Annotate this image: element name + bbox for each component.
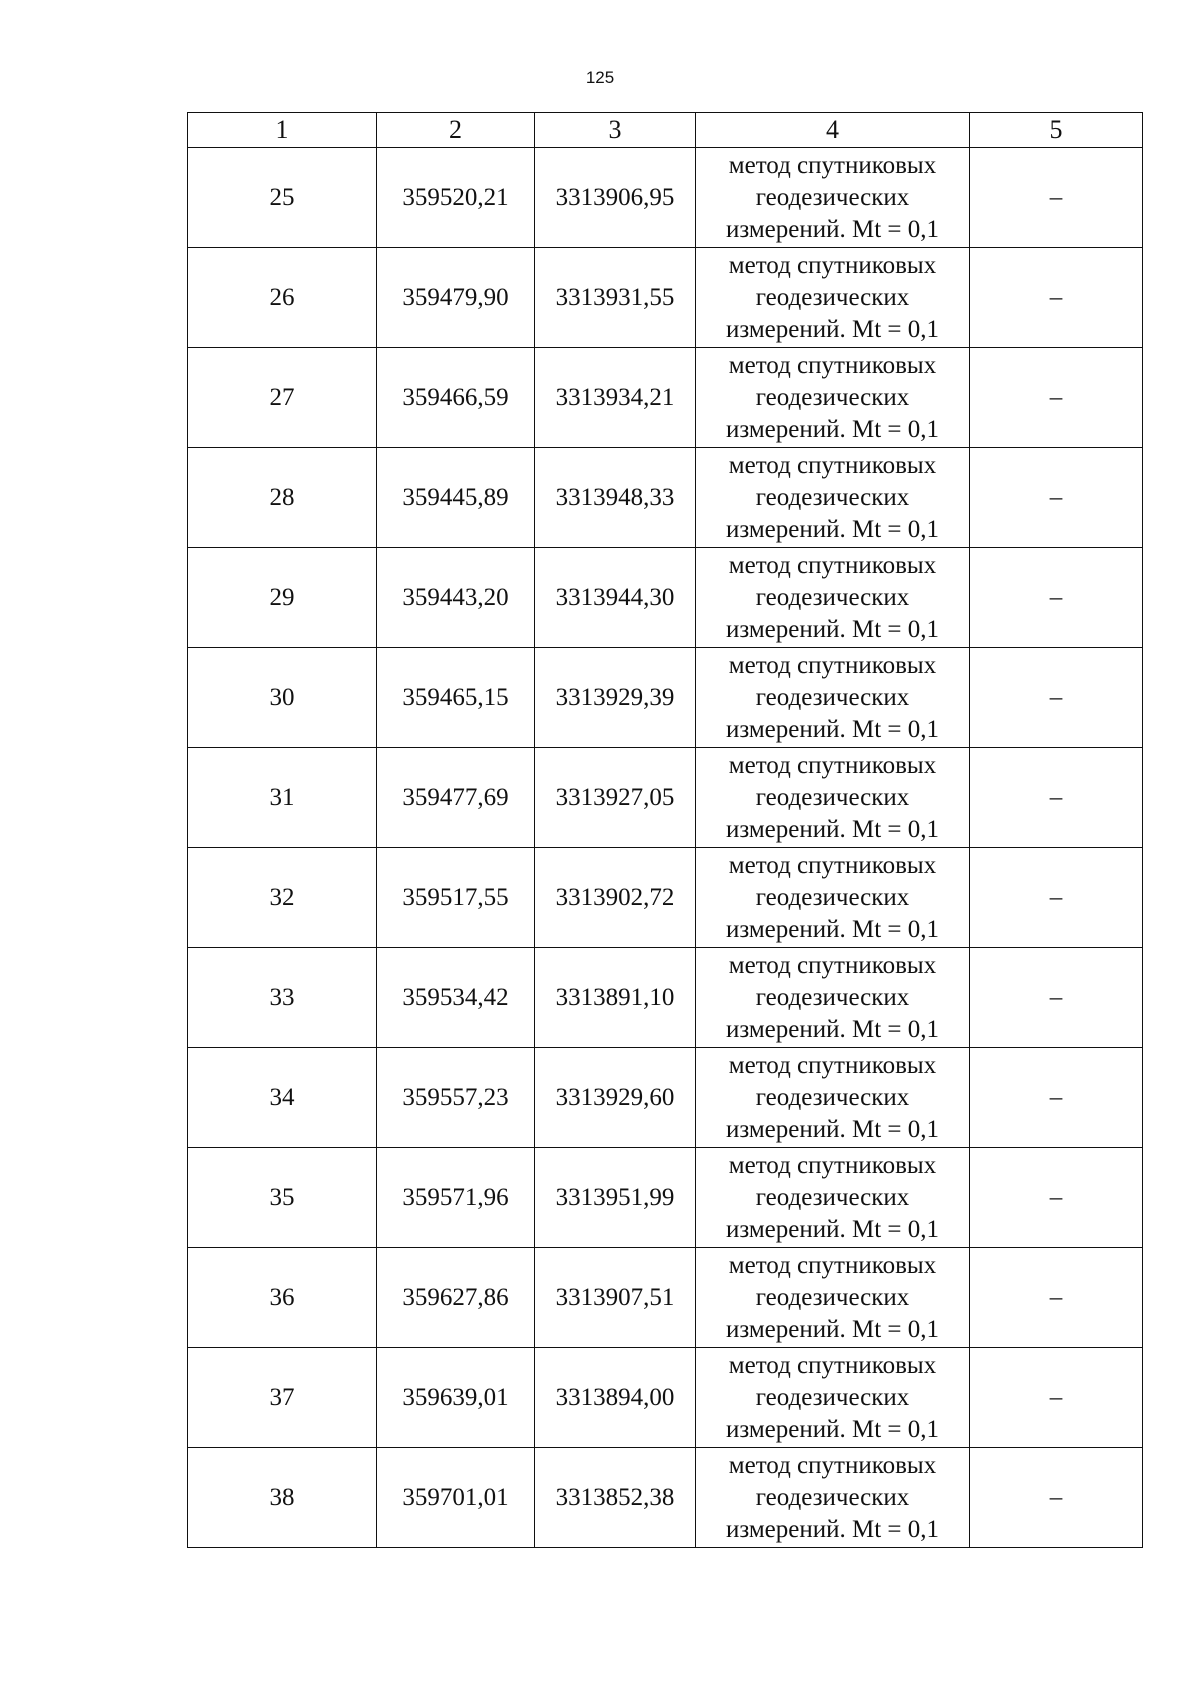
point-number-cell: 35 (188, 1148, 377, 1248)
method-cell (696, 448, 970, 548)
table-row (188, 348, 1143, 448)
method-line: измерений. Mt = 0,1 (725, 915, 940, 943)
point-number-cell: 30 (188, 648, 377, 748)
point-number-cell: 33 (188, 948, 377, 1048)
table-row (188, 1448, 1143, 1548)
method-line: геодезических (755, 683, 910, 711)
note-cell: – (970, 1348, 1143, 1448)
method-line: измерений. Mt = 0,1 (725, 715, 940, 743)
y-coordinate-cell: 3313944,30 (535, 548, 696, 648)
x-coordinate-cell: 359466,59 (377, 348, 535, 448)
table-row (188, 748, 1143, 848)
note-cell: – (970, 548, 1143, 648)
page-number: 125 (585, 68, 615, 87)
header-row (188, 113, 1143, 148)
table-row (188, 1048, 1143, 1148)
note-cell: – (970, 448, 1143, 548)
method-line: метод спутниковых (728, 1451, 937, 1479)
table-row (188, 1248, 1143, 1348)
note-cell: – (970, 1248, 1143, 1348)
method-line: метод спутниковых (728, 1051, 937, 1079)
x-coordinate-cell: 359477,69 (377, 748, 535, 848)
x-coordinate-cell: 359557,23 (377, 1048, 535, 1148)
method-line: метод спутниковых (728, 1151, 937, 1179)
note-cell: – (970, 248, 1143, 348)
table-row (188, 1348, 1143, 1448)
note-cell: – (970, 848, 1143, 948)
method-line: геодезических (755, 283, 910, 311)
y-coordinate-cell: 3313934,21 (535, 348, 696, 448)
note-cell: – (970, 1448, 1143, 1548)
y-coordinate-cell: 3313902,72 (535, 848, 696, 948)
y-coordinate-cell: 3313927,05 (535, 748, 696, 848)
note-cell: – (970, 348, 1143, 448)
table-row (188, 1148, 1143, 1248)
method-line: геодезических (755, 1083, 910, 1111)
x-coordinate-cell: 359445,89 (377, 448, 535, 548)
x-coordinate-cell: 359465,15 (377, 648, 535, 748)
method-line: метод спутниковых (728, 451, 937, 479)
point-number-cell: 32 (188, 848, 377, 948)
point-number-cell: 27 (188, 348, 377, 448)
method-cell (696, 1248, 970, 1348)
note-cell: – (970, 748, 1143, 848)
y-coordinate-cell: 3313929,60 (535, 1048, 696, 1148)
point-number-cell: 28 (188, 448, 377, 548)
x-coordinate-cell: 359520,21 (377, 148, 535, 248)
method-cell (696, 348, 970, 448)
x-coordinate-cell: 359627,86 (377, 1248, 535, 1348)
method-line: метод спутниковых (728, 151, 937, 179)
point-number-cell: 29 (188, 548, 377, 648)
header-col-2: 2 (377, 113, 535, 148)
method-line: измерений. Mt = 0,1 (725, 1415, 940, 1443)
method-line: геодезических (755, 883, 910, 911)
y-coordinate-cell: 3313929,39 (535, 648, 696, 748)
point-number-cell: 34 (188, 1048, 377, 1148)
table-row (188, 548, 1143, 648)
y-coordinate-cell: 3313907,51 (535, 1248, 696, 1348)
note-cell: – (970, 1048, 1143, 1148)
header-col-3: 3 (535, 113, 696, 148)
method-line: метод спутниковых (728, 951, 937, 979)
method-line: метод спутниковых (728, 751, 937, 779)
method-cell (696, 948, 970, 1048)
method-line: метод спутниковых (728, 1251, 937, 1279)
method-line: измерений. Mt = 0,1 (725, 815, 940, 843)
method-line: геодезических (755, 183, 910, 211)
x-coordinate-cell: 359443,20 (377, 548, 535, 648)
x-coordinate-cell: 359517,55 (377, 848, 535, 948)
table-body (188, 148, 1143, 1548)
method-line: метод спутниковых (728, 651, 937, 679)
method-line: метод спутниковых (728, 351, 937, 379)
table-row (188, 948, 1143, 1048)
y-coordinate-cell: 3313906,95 (535, 148, 696, 248)
point-number-cell: 37 (188, 1348, 377, 1448)
method-line: геодезических (755, 1183, 910, 1211)
method-line: геодезических (755, 583, 910, 611)
method-line: измерений. Mt = 0,1 (725, 615, 940, 643)
note-cell: – (970, 648, 1143, 748)
method-line: измерений. Mt = 0,1 (725, 1015, 940, 1043)
method-cell (696, 748, 970, 848)
method-cell (696, 1048, 970, 1148)
method-cell (696, 248, 970, 348)
method-cell (696, 548, 970, 648)
y-coordinate-cell: 3313894,00 (535, 1348, 696, 1448)
x-coordinate-cell: 359571,96 (377, 1148, 535, 1248)
header-col-1: 1 (188, 113, 377, 148)
point-number-cell: 38 (188, 1448, 377, 1548)
x-coordinate-cell: 359534,42 (377, 948, 535, 1048)
method-line: измерений. Mt = 0,1 (725, 315, 940, 343)
table-row (188, 848, 1143, 948)
method-line: измерений. Mt = 0,1 (725, 1515, 940, 1543)
method-line: геодезических (755, 783, 910, 811)
method-line: геодезических (755, 1483, 910, 1511)
method-cell (696, 648, 970, 748)
table-row (188, 648, 1143, 748)
header-col-4: 4 (696, 113, 970, 148)
table-row (188, 448, 1143, 548)
table-row (188, 148, 1143, 248)
point-number-cell: 25 (188, 148, 377, 248)
table-row (188, 248, 1143, 348)
method-cell (696, 1448, 970, 1548)
point-number-cell: 31 (188, 748, 377, 848)
method-line: измерений. Mt = 0,1 (725, 1315, 940, 1343)
coordinates-table (187, 112, 1143, 1548)
point-number-cell: 26 (188, 248, 377, 348)
y-coordinate-cell: 3313891,10 (535, 948, 696, 1048)
x-coordinate-cell: 359479,90 (377, 248, 535, 348)
method-line: геодезических (755, 983, 910, 1011)
method-line: метод спутниковых (728, 251, 937, 279)
method-cell (696, 848, 970, 948)
header-col-5: 5 (970, 113, 1143, 148)
method-cell (696, 1148, 970, 1248)
y-coordinate-cell: 3313852,38 (535, 1448, 696, 1548)
method-line: геодезических (755, 383, 910, 411)
x-coordinate-cell: 359701,01 (377, 1448, 535, 1548)
method-line: геодезических (755, 1283, 910, 1311)
y-coordinate-cell: 3313931,55 (535, 248, 696, 348)
method-line: измерений. Mt = 0,1 (725, 215, 940, 243)
method-cell (696, 1348, 970, 1448)
y-coordinate-cell: 3313951,99 (535, 1148, 696, 1248)
note-cell: – (970, 948, 1143, 1048)
method-line: метод спутниковых (728, 551, 937, 579)
method-line: геодезических (755, 1383, 910, 1411)
table-header (188, 113, 1143, 148)
method-line: измерений. Mt = 0,1 (725, 415, 940, 443)
method-line: измерений. Mt = 0,1 (725, 1115, 940, 1143)
method-line: метод спутниковых (728, 851, 937, 879)
note-cell: – (970, 148, 1143, 248)
method-cell (696, 148, 970, 248)
x-coordinate-cell: 359639,01 (377, 1348, 535, 1448)
method-line: измерений. Mt = 0,1 (725, 1215, 940, 1243)
point-number-cell: 36 (188, 1248, 377, 1348)
method-line: метод спутниковых (728, 1351, 937, 1379)
note-cell: – (970, 1148, 1143, 1248)
y-coordinate-cell: 3313948,33 (535, 448, 696, 548)
method-line: геодезических (755, 483, 910, 511)
method-line: измерений. Mt = 0,1 (725, 515, 940, 543)
